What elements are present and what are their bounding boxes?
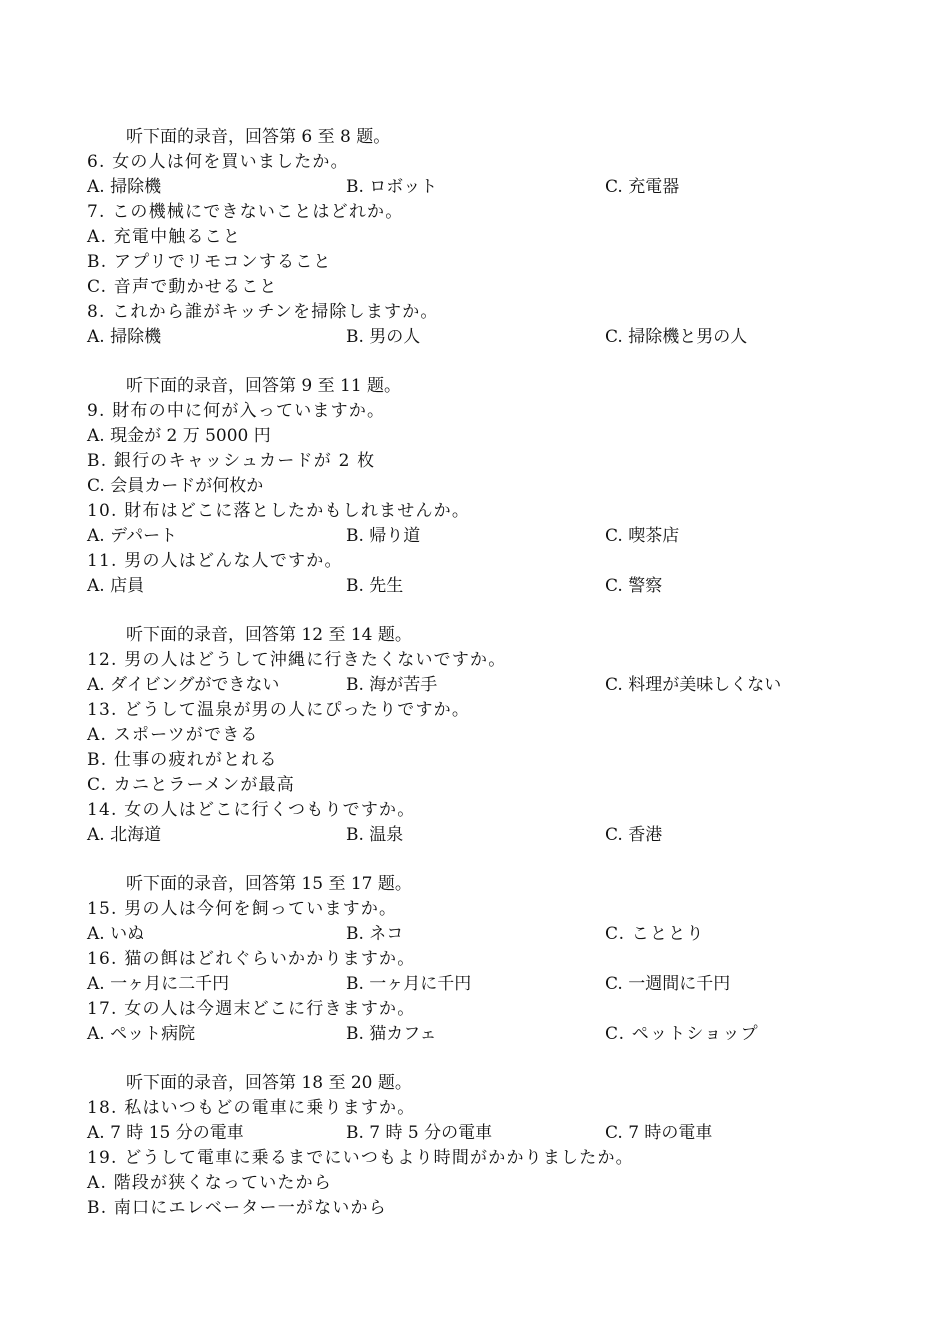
question-stem: 15. 男の人は今何を飼っていますか。 [87, 899, 398, 919]
option-b: B. 男の人 [346, 327, 421, 347]
option-c: C. 喫茶店 [605, 526, 680, 546]
option-c: C. 掃除機と男の人 [605, 327, 748, 347]
option-a: A. いぬ [87, 924, 145, 944]
section-instruction: 听下面的录音，回答第 12 至 14 题。 [126, 625, 412, 645]
option-a: A. 北海道 [87, 825, 162, 845]
option-c: C. カニとラーメンが最高 [87, 775, 295, 795]
option-a: A. 充電中触ること [87, 227, 242, 247]
option-a: A. 掃除機 [87, 327, 162, 347]
option-c: C. 7 時の電車 [605, 1123, 713, 1143]
option-b: B. 南口にエレベーター一がないから [87, 1198, 387, 1218]
option-a: A. 一ヶ月に二千円 [87, 974, 230, 994]
option-c: C. 香港 [605, 825, 663, 845]
options-row [0, 673, 950, 698]
question-stem: 18. 私はいつもどの電車に乗りますか。 [87, 1098, 416, 1118]
option-c: C. 音声で動かせること [87, 277, 278, 297]
option-a: A. ペット病院 [87, 1024, 196, 1044]
option-b: B. アプリでリモコンすること [87, 252, 332, 272]
options-row [0, 325, 950, 350]
options-row [0, 1022, 950, 1047]
option-a: A. 掃除機 [87, 177, 162, 197]
option-b: B. 海が苦手 [346, 675, 438, 695]
section-instruction: 听下面的录音，回答第 6 至 8 题。 [126, 127, 391, 147]
options-row [0, 524, 950, 549]
option-a: A. デパート [87, 526, 178, 546]
option-b: B. 銀行のキャッシュカードが 2 枚 [87, 451, 376, 471]
options-row [0, 175, 950, 200]
option-b: B. 帰り道 [346, 526, 421, 546]
option-b: B. 猫カフェ [346, 1024, 437, 1044]
option-b: B. ロボット [346, 177, 438, 197]
option-c: C. 会員カードが何枚か [87, 476, 264, 496]
question-stem: 12. 男の人はどうして沖縄に行きたくないですか。 [87, 650, 507, 670]
option-b: B. 先生 [346, 576, 404, 596]
option-c: C. 料理が美味しくない [605, 675, 782, 695]
option-b: B. ネコ [346, 924, 404, 944]
options-row [0, 922, 950, 947]
option-a: A. 階段が狭くなっていたから [87, 1173, 333, 1193]
option-b: B. 一ヶ月に千円 [346, 974, 472, 994]
option-c: C. ペットショップ [605, 1024, 759, 1044]
option-a: A. 店員 [87, 576, 145, 596]
question-stem: 16. 猫の餌はどれぐらいかかりますか。 [87, 949, 416, 969]
options-row [0, 972, 950, 997]
section-instruction: 听下面的录音，回答第 15 至 17 题。 [126, 874, 412, 894]
question-stem: 10. 財布はどこに落としたかもしれませんか。 [87, 501, 471, 521]
option-a: A. ダイビングができない [87, 675, 280, 695]
option-a: A. 7 時 15 分の電車 [87, 1123, 244, 1143]
question-stem: 17. 女の人は今週末どこに行きますか。 [87, 999, 416, 1019]
option-a: A. スポーツができる [87, 725, 259, 745]
question-stem: 14. 女の人はどこに行くつもりですか。 [87, 800, 416, 820]
option-c: C. 充電器 [605, 177, 680, 197]
question-stem: 6. 女の人は何を買いましたか。 [87, 152, 349, 172]
option-c: C. こととり [605, 924, 705, 944]
options-row [0, 1121, 950, 1146]
question-stem: 19. どうして電車に乗るまでにいつもより時間がかかりましたか。 [87, 1148, 634, 1168]
options-row [0, 574, 950, 599]
option-c: C. 一週間に千円 [605, 974, 731, 994]
option-b: B. 温泉 [346, 825, 404, 845]
option-b: B. 7 時 5 分の電車 [346, 1123, 493, 1143]
question-stem: 11. 男の人はどんな人ですか。 [87, 551, 343, 571]
option-b: B. 仕事の疲れがとれる [87, 750, 278, 770]
option-c: C. 警察 [605, 576, 663, 596]
question-stem: 7. この機械にできないことはどれか。 [87, 202, 404, 222]
section-instruction: 听下面的录音，回答第 18 至 20 题。 [126, 1073, 412, 1093]
option-a: A. 現金が 2 万 5000 円 [87, 426, 271, 446]
section-instruction: 听下面的录音，回答第 9 至 11 题。 [126, 376, 402, 396]
question-stem: 8. これから誰がキッチンを掃除しますか。 [87, 302, 439, 322]
question-stem: 13. どうして温泉が男の人にぴったりですか。 [87, 700, 471, 720]
options-row [0, 823, 950, 848]
question-stem: 9. 財布の中に何が入っていますか。 [87, 401, 386, 421]
